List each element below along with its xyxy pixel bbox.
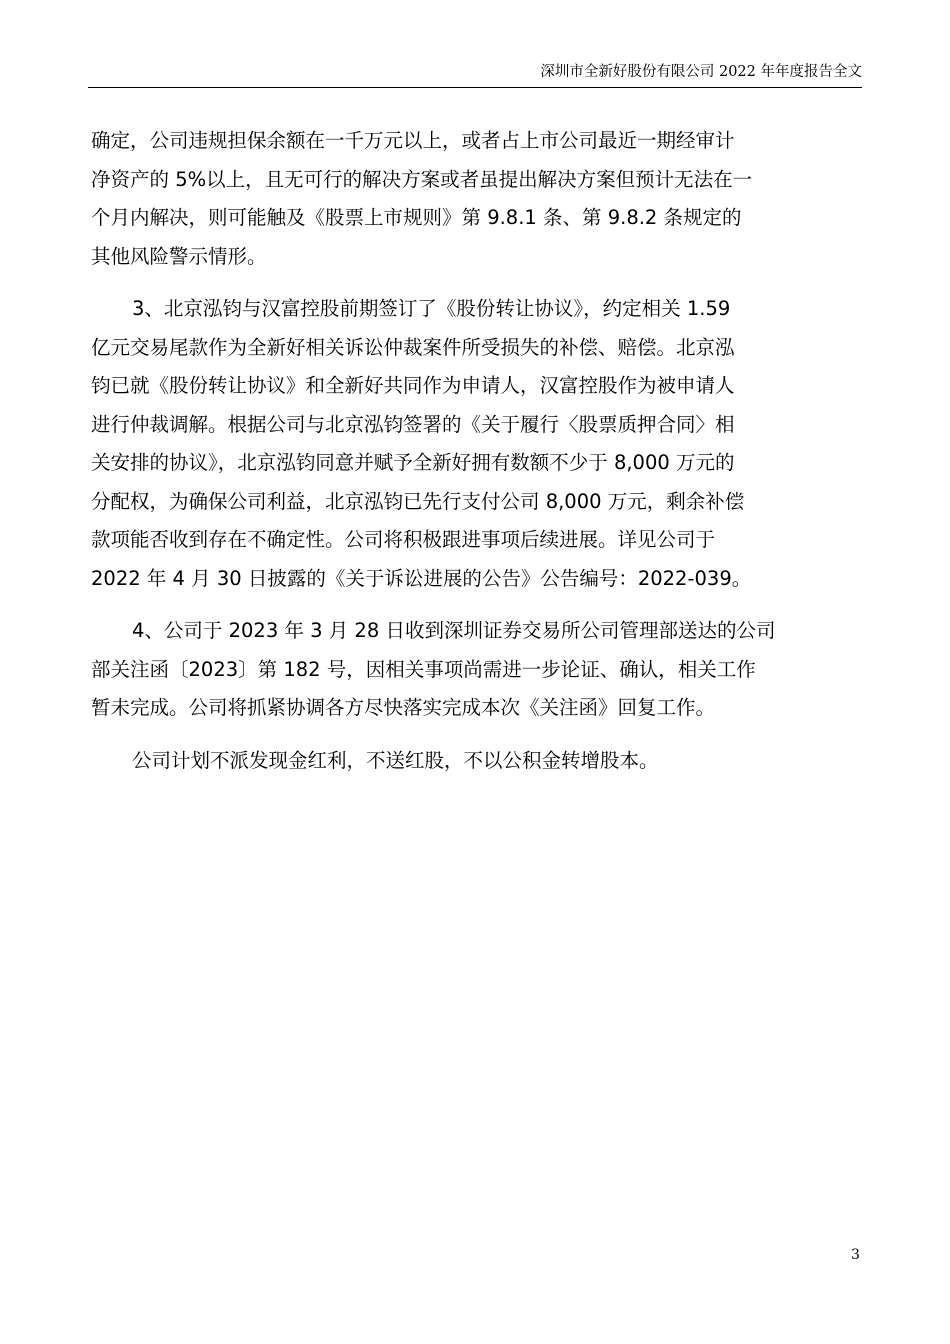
paragraph-dividend-plan xyxy=(91,742,863,781)
text-line: 款项能否收到存在不确定性。公司将积极跟进事项后续进展。详见公司于 xyxy=(91,528,716,551)
text-line: 部关注函〔2023〕第 182 号，因相关事项尚需进一步论证、确认，相关工作 xyxy=(91,657,756,681)
paragraph-spacer xyxy=(91,276,863,290)
paragraph-spacer xyxy=(91,598,863,612)
report-header-title: 深圳市全新好股份有限公司 2022 年年度报告全文 xyxy=(540,64,862,80)
text-line: 4、公司于 2023 年 3 月 28 日收到深圳证券交易所公司管理部送达的公司 xyxy=(132,619,776,642)
text-line: 暂未完成。公司将抓紧协调各方尽快落实完成本次《关注函》回复工作。 xyxy=(91,696,716,719)
header-divider xyxy=(88,87,862,88)
text-line: 进行仲裁调解。根据公司与北京泓钧签署的《关于履行〈股票质押合同〉相 xyxy=(91,412,735,436)
text-line: 确定，公司违规担保余额在一千万元以上，或者占上市公司最近一期经审计 xyxy=(91,129,735,152)
text-line: 分配权，为确保公司利益，北京泓钧已先行支付公司 8,000 万元，剩余补偿 xyxy=(91,489,745,513)
text-line: 钧已就《股份转让协议》和全新好共同作为申请人，汉富控股作为被申请人 xyxy=(91,374,735,397)
text-line: 个月内解决，则可能触及《股票上市规则》第 9.8.1 条、第 9.8.2 条规定的 xyxy=(91,206,742,229)
paragraph-item-3 xyxy=(91,290,863,598)
text-line: 2022 年 4 月 30 日披露的《关于诉讼进展的公告》公告编号：2022-039。 xyxy=(91,566,752,590)
text-line: 公司计划不派发现金红利，不送红股，不以公积金转增股本。 xyxy=(132,748,659,772)
paragraph-guarantee-risk xyxy=(91,122,863,276)
document-body xyxy=(91,122,863,780)
page-number: 3 xyxy=(851,1247,860,1263)
text-line: 3、北京泓钧与汉富控股前期签订了《股份转让协议》，约定相关 1.59 xyxy=(132,297,731,320)
text-line: 其他风险警示情形。 xyxy=(91,244,267,268)
text-line: 亿元交易尾款作为全新好相关诉讼仲裁案件所受损失的补偿、赔偿。北京泓 xyxy=(91,335,735,359)
paragraph-item-4 xyxy=(91,612,863,728)
text-line: 净资产的 5%以上，且无可行的解决方案或者虽提出解决方案但预计无法在一 xyxy=(91,167,753,191)
paragraph-spacer xyxy=(91,728,863,742)
text-line: 关安排的协议》，北京泓钧同意并赋予全新好拥有数额不少于 8,000 万元的 xyxy=(91,451,735,474)
